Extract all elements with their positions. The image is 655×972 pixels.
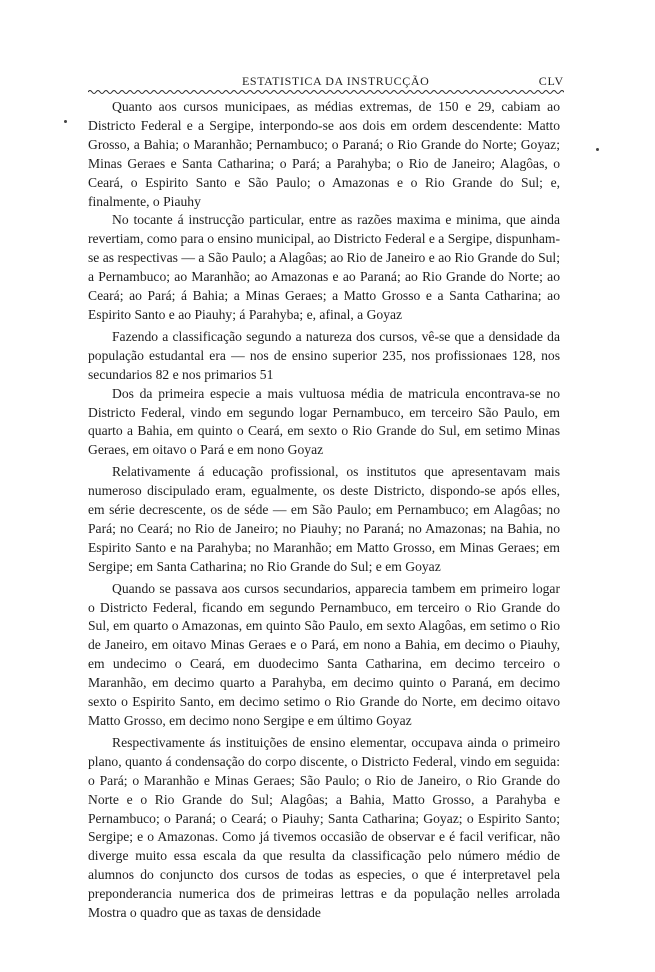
paragraph-municipal-courses: Quanto aos cursos municipaes, as médias extremas, de 150 e 29, cabiam ao Districto Federal e a Sergipe, interpondo-se aos dois em ordem descendente: Matto Grosso, a Bahia; o Maranhão; Pernambuco; o Paraná; o Rio Grande do Norte; Goyaz; Minas Geraes e Santa Catharina; o Pará; a Parahyba; o Rio de Janeiro; Alagôas, o Ceará, o Espirito Santo e São Paulo; o Amazonas e o Rio Grande do Sul; e, finalmente, o Piauhy [88, 99, 560, 209]
header-title: ESTATISTICA DA INSTRUCÇÃO [242, 74, 430, 88]
page-number: CLV [538, 74, 564, 88]
margin-speck [64, 120, 67, 123]
paragraph-professional-education: Relativamente á educação profissional, os institutos que apresentavam mais numeroso discipulado eram, egualmente, os deste Districto, dispondo-se após elles, em série decrescente, os de séde — em São Paulo; em Pernambuco; em Alagôas; no Pará; no Ceará; no Rio de Janeiro; no Piauhy; no Paraná; no Amazonas; na Bahia, no Espirito Santo e na Parahyba; no Maranhão; em Matto Grosso, em Minas Geraes; em Sergipe; em Santa Catharina; no Rio Grande do Sul; e em Goyaz [88, 464, 560, 574]
paragraph-elementary-education: Respectivamente ás instituições de ensino elementar, occupava ainda o primeiro plano, quanto á condensação do corpo discente, o Districto Federal, vindo em seguida: o Pará; o Maranhão e Minas Geraes; São Paulo; o Rio de Janeiro, o Rio Grande do Norte e o Rio Grande do Sul; Alagôas; a Bahia, Matto Grosso, a Parahyba e Pernambuco; o Paraná; o Ceará; o Piauhy; Santa Catharina; Goyaz; o Espirito Santo; Sergipe; e o Amazonas. Como já tivemos occasião de observar e é facil verificar, não diverge muito essa escala da que resulta da classificação pelo número médio de alumnos do conjuncto dos cursos de todas as especies, o que é interpretavel pela preponderancia numerica dos de primeiras lettras e da população nelles arrolada Mostra o quadro que as taxas de densidade [88, 734, 560, 921]
paragraph-private-instruction: No tocante á instrucção particular, entre as razões maxima e minima, que ainda revertiam, como para o ensino municipal, ao Districto Federal e a Sergipe, dispunham-se as respectivas — a São Paulo; a Alagôas; ao Rio de Janeiro e ao Rio Grande do Sul; a Pernambuco; ao Maranhão; ao Amazonas e ao Paraná; ao Rio Grande do Norte; ao Ceará; ao Pará; á Bahia; a Minas Geraes; a Matto Grosso e a Santa Catharina; ao Espirito Santo e ao Piauhy; á Parahyba; e, afinal, a Goyaz [88, 212, 560, 322]
header-wavy-rule [88, 89, 564, 95]
paragraph-higher-education: Dos da primeira especie a mais vultuosa média de matricula encontrava-se no Districto Federal, vindo em segundo logar Pernambuco, em terceiro São Paulo, em quarto a Bahia, em quinto o Ceará, em sexto o Rio Grande do Sul, em setimo Minas Geraes, em oitavo o Pará e em nono Goyaz [88, 385, 560, 458]
body-text [88, 98, 560, 923]
margin-speck [596, 148, 599, 151]
paragraph-secondary-courses: Quando se passava aos cursos secundarios, apparecia tambem em primeiro logar o Districto Federal, ficando em segundo Pernambuco, em terceiro o Rio Grande do Sul, em quarto o Amazonas, em quinto São Paulo, em sexto Alagôas, em setimo o Rio de Janeiro, em oitavo Minas Geraes e o Pará, em nono a Bahia, em decimo o Piauhy, em undecimo o Ceará, em duodecimo Santa Catharina, em decimo terceiro o Maranhão, em decimo quarto a Parahyba, em decimo quinto o Paraná, em decimo sexto o Espirito Santo, em decimo setimo o Rio Grande do Norte, em decimo oitavo Matto Grosso, em decimo nono Sergipe e em último Goyaz [88, 580, 560, 728]
paragraph-course-classification: Fazendo a classificação segundo a natureza dos cursos, vê-se que a densidade da população estudantal era — nos de ensino superior 235, nos profissionaes 128, nos secundarios 82 e nos primarios 51 [88, 328, 560, 382]
running-header [88, 58, 564, 88]
